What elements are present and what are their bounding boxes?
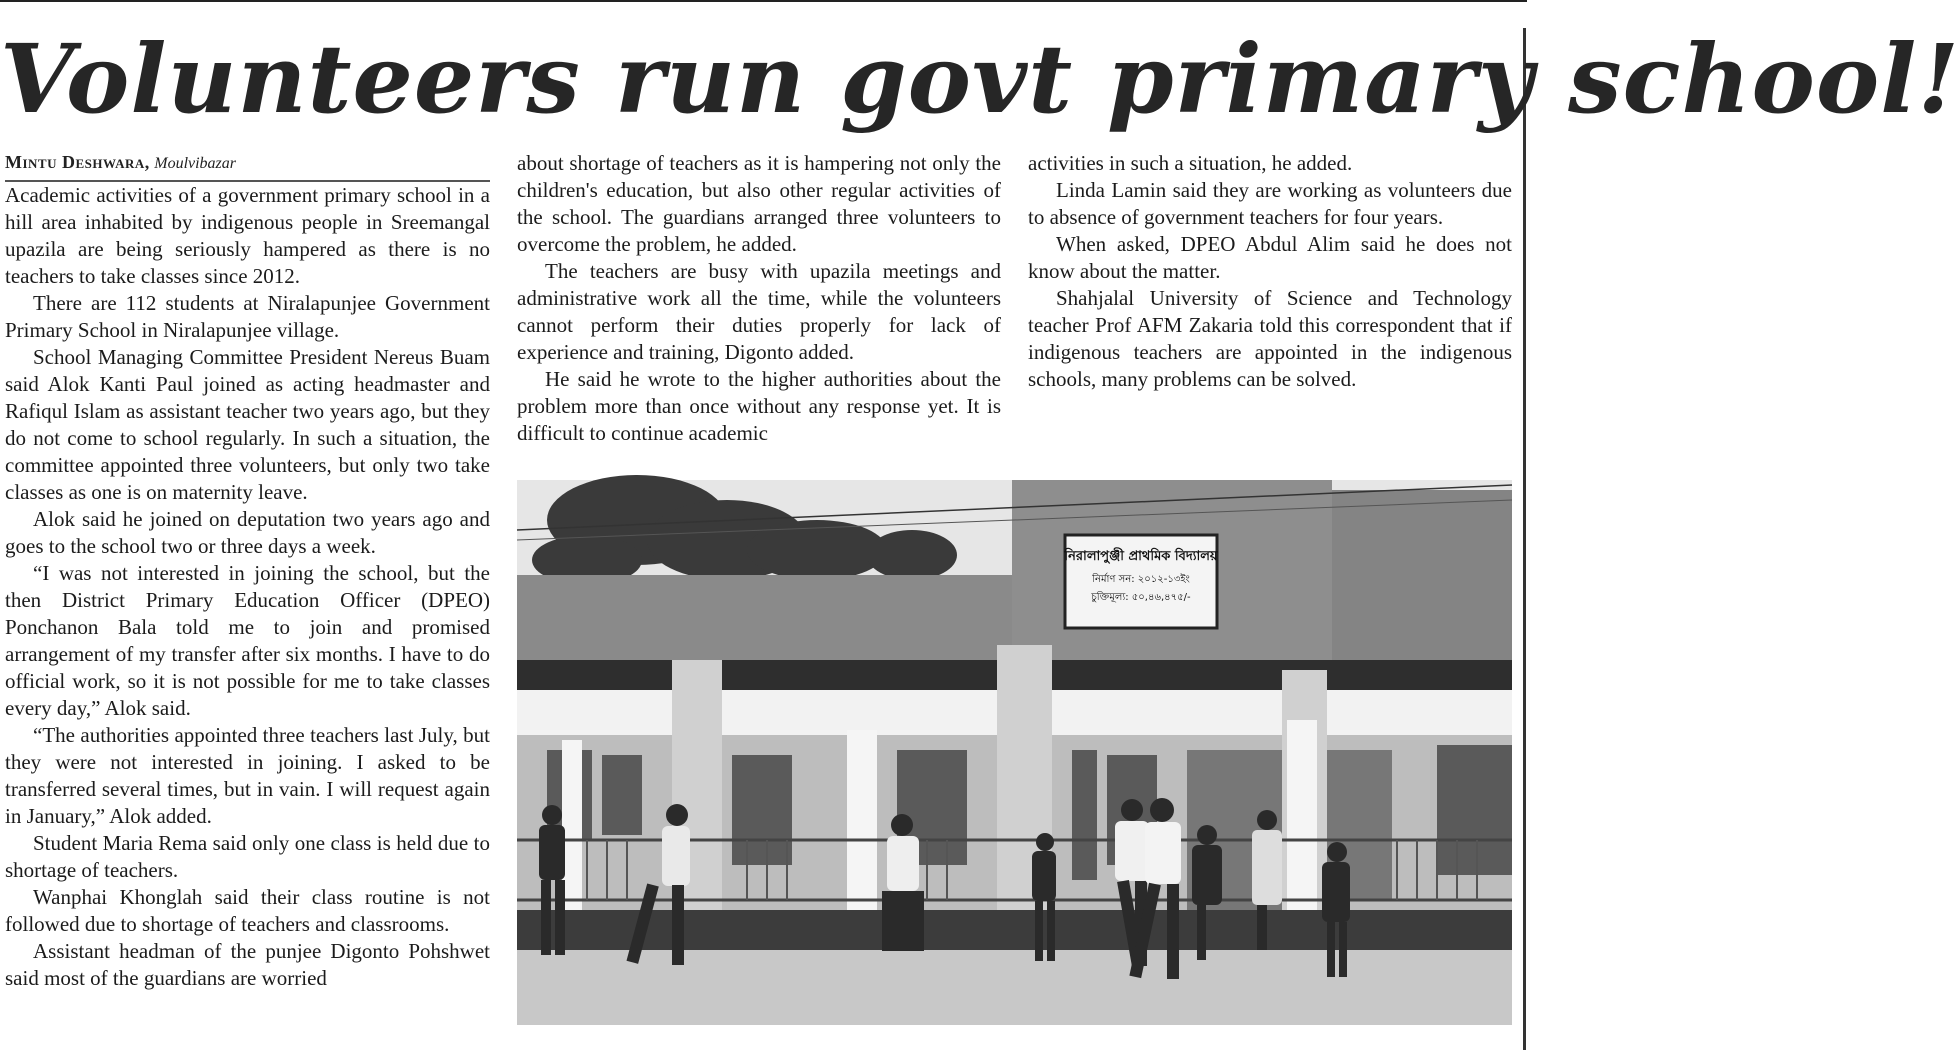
article-paragraph: activities in such a situation, he added.: [1028, 151, 1353, 175]
top-rule: [0, 0, 1527, 2]
article-paragraph: “I was not interested in joining the school, but the then District Primary Education Officer (DPEO) Ponchanon Bala told me to join and promised arrangement of my transfer after six months. I have to do official work, so it is not possible for me to take classes every day,” Alok said.: [5, 561, 490, 720]
signboard-line2: চুক্তিমূল্য: ৫০,৪৬,৪৭৫/-: [1091, 592, 1191, 603]
byline-author: Mintu Deshwara,: [5, 152, 150, 172]
signboard-name: নিরালাপুঞ্জী প্রাথমিক বিদ্যালয়: [1064, 549, 1218, 564]
article-paragraph: Wanphai Khonglah said their class routine is not followed due to shortage of teachers and classrooms.: [5, 885, 490, 936]
article-paragraph: Alok said he joined on deputation two years ago and goes to the school two or three days a week.: [5, 507, 490, 558]
article-paragraph: about shortage of teachers as it is hampering not only the children's education, but also other regular activities of the school. The guardians arranged three volunteers to overcome the problem, he added.: [517, 151, 1001, 256]
school-photo: [517, 480, 1512, 1025]
article-paragraph: Academic activities of a government primary school in a hill area inhabited by indigenous people in Sreemangal upazila are being seriously hampered as there is no teachers to take classes since 2012.: [5, 183, 490, 288]
headline: Volunteers run govt primary school!: [0, 24, 1960, 135]
article-column-3: [1028, 150, 1512, 393]
article-paragraph: The teachers are busy with upazila meetings and administrative work all the time, while the volunteers cannot perform their duties properly for lack of experience and training, Digonto added.: [517, 259, 1001, 364]
article-paragraph: School Managing Committee President Nereus Buam said Alok Kanti Paul joined as acting headmaster and Rafiqul Islam as assistant teacher two years ago, but they do not come to school regularly. In such a situation, the committee appointed three volunteers, but only two take classes as one is on maternity leave.: [5, 345, 490, 504]
article-paragraph: Assistant headman of the punjee Digonto Pohshwet said most of the guardians are worried: [5, 939, 490, 990]
right-rule: [1523, 28, 1526, 1050]
signboard-line1: নির্মাণ সন: ২০১২-১৩ইং: [1092, 574, 1190, 585]
article-paragraph: There are 112 students at Niralapunjee Government Primary School in Niralapunjee village.: [5, 291, 490, 342]
article-paragraph: He said he wrote to the higher authorities about the problem more than once without any response yet. It is difficult to continue academic: [517, 367, 1001, 445]
article-paragraph: “The authorities appointed three teachers last July, but they were not interested in joining. I asked to be transferred several times, but in vain. I will request again in January,” Alok added.: [5, 723, 490, 828]
school-signboard: [1063, 535, 1218, 628]
article-column-2: [517, 150, 1001, 447]
article-paragraph: Student Maria Rema said only one class is held due to shortage of teachers.: [5, 831, 490, 882]
article-paragraph: Linda Lamin said they are working as volunteers due to absence of government teachers for four years.: [1028, 178, 1512, 229]
article-paragraph: Shahjalal University of Science and Technology teacher Prof AFM Zakaria told this correspondent that if indigenous teachers are appointed in the indigenous schools, many problems can be solved.: [1028, 286, 1512, 391]
byline-location: Moulvibazar: [154, 155, 237, 172]
article-column-1: [5, 150, 490, 992]
byline: [5, 150, 490, 182]
article-paragraph: When asked, DPEO Abdul Alim said he does not know about the matter.: [1028, 232, 1512, 283]
